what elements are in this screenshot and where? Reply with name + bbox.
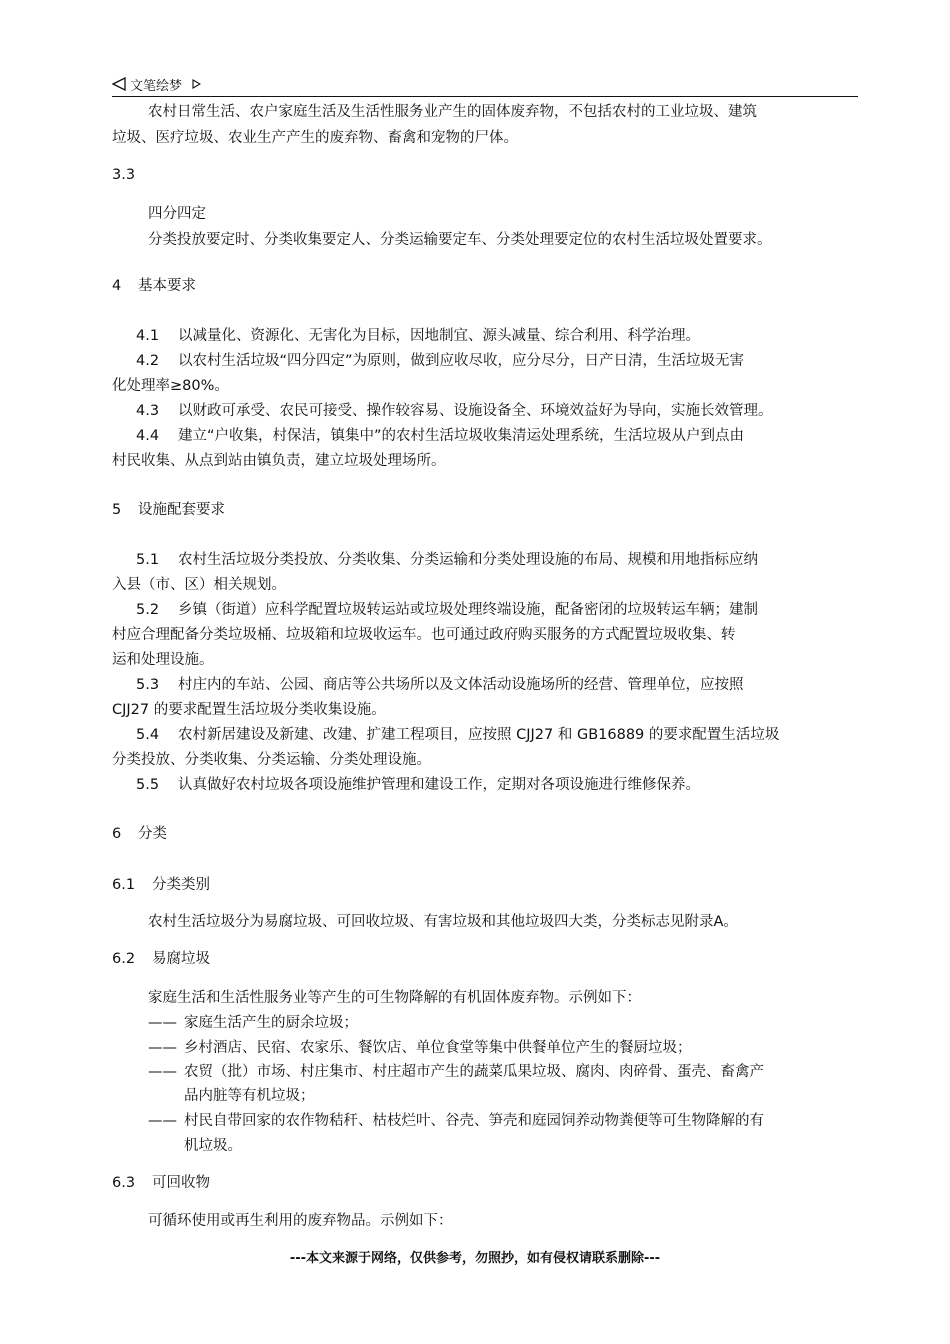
- section-heading-4: [112, 273, 196, 299]
- list-item: 4.4 建立“户收集，村保洁，镇集中”的农村生活垃圾收集清运处理系统，生活垃圾从户到点由: [136, 428, 745, 444]
- term-title: 四分四定: [148, 206, 206, 222]
- list-item: 5.5 认真做好农村垃圾各项设施维护管理和建设工作，定期对各项设施进行维修保养。: [136, 777, 700, 793]
- list-item-cont: CJJ27 的要求配置生活垃圾分类收集设施。: [112, 702, 386, 718]
- example-item: —— 村民自带回家的农作物秸秆、枯枝烂叶、谷壳、笋壳和庭园饲养动物粪便等可生物降解的有: [148, 1113, 764, 1129]
- section-number: 5: [112, 502, 122, 518]
- section-title: 分类: [138, 826, 167, 842]
- term-number: 3.3: [112, 167, 136, 183]
- list-item-cont: 分类投放、分类收集、分类运输、分类处理设施。: [112, 752, 431, 768]
- footer-disclaimer: ---本文来源于网络，仅供参考，勿照抄，如有侵权请联系删除---: [289, 1251, 661, 1266]
- list-item-cont: 村应合理配备分类垃圾桶、垃圾箱和垃圾收运车。也可通过政府购买服务的方式配置垃圾收集、转: [112, 627, 736, 643]
- section-title: 设施配套要求: [138, 502, 225, 518]
- list-item-cont: 村民收集、从点到站由镇负责，建立垃圾处理场所。: [112, 453, 446, 469]
- paragraph-line: 垃圾、医疗垃圾、农业生产产生的废弃物、畜禽和宠物的尸体。: [112, 130, 518, 146]
- page-header: [112, 74, 858, 97]
- list-item: 5.3 村庄内的车站、公园、商店等公共场所以及文体活动设施场所的经营、管理单位，应按照: [136, 677, 744, 693]
- triangle-right-icon: [192, 79, 201, 89]
- list-item: 5.4 农村新居建设及新建、改建、扩建工程项目，应按照 CJJ27 和 GB16889 的要求配置生活垃圾: [136, 727, 780, 743]
- section-heading-5: [112, 497, 225, 523]
- paragraph-line: 可循环使用或再生利用的废弃物品。示例如下：: [148, 1213, 453, 1229]
- list-item-cont: 运和处理设施。: [112, 652, 214, 668]
- list-item-cont: 入县（市、区）相关规划。: [112, 577, 286, 593]
- subsection-heading: 6.2 易腐垃圾: [112, 951, 210, 967]
- example-item-cont: 机垃圾。: [184, 1138, 242, 1154]
- list-item: 5.2 乡镇（街道）应科学配置垃圾转运站或垃圾处理终端设施，配备密闭的垃圾转运车辆；建制: [136, 602, 758, 618]
- section-number: 6: [112, 826, 122, 842]
- paragraph-line: 农村日常生活、农户家庭生活及生活性服务业产生的固体废弃物，不包括农村的工业垃圾、建筑: [148, 104, 757, 120]
- section-heading-6: [112, 821, 167, 847]
- example-item: —— 乡村酒店、民宿、农家乐、餐饮店、单位食堂等集中供餐单位产生的餐厨垃圾；: [148, 1040, 692, 1056]
- example-item-cont: 品内脏等有机垃圾；: [184, 1088, 315, 1104]
- example-item: —— 家庭生活产生的厨余垃圾；: [148, 1015, 358, 1031]
- subsection-heading: 6.1 分类类别: [112, 877, 210, 893]
- list-item: 4.3 以财政可承受、农民可接受、操作较容易、设施设备全、环境效益好为导向，实施长效管理。: [136, 403, 773, 419]
- list-item: 5.1 农村生活垃圾分类投放、分类收集、分类运输和分类处理设施的布局、规模和用地指标应纳: [136, 552, 758, 568]
- example-item: —— 农贸（批）市场、村庄集市、村庄超市产生的蔬菜瓜果垃圾、腐肉、肉碎骨、蛋壳、畜禽产: [148, 1064, 764, 1080]
- section-title: 基本要求: [138, 278, 196, 294]
- header-brand: 文笔绘梦: [130, 78, 183, 94]
- paragraph-line: 家庭生活和生活性服务业等产生的可生物降解的有机固体废弃物。示例如下：: [148, 990, 641, 1006]
- triangle-left-icon: [112, 77, 126, 91]
- term-definition: 分类投放要定时、分类收集要定人、分类运输要定车、分类处理要定位的农村生活垃圾处置要求。: [148, 232, 772, 248]
- list-item-cont: 化处理率≥80%。: [112, 378, 229, 394]
- section-number: 4: [112, 278, 122, 294]
- paragraph-line: 农村生活垃圾分为易腐垃圾、可回收垃圾、有害垃圾和其他垃圾四大类，分类标志见附录A。: [148, 914, 738, 930]
- header-brand-group: [112, 74, 201, 94]
- list-item: 4.2 以农村生活垃圾“四分四定”为原则，做到应收尽收，应分尽分，日产日清，生活垃圾无害: [136, 353, 745, 369]
- subsection-heading: 6.3 可回收物: [112, 1175, 210, 1191]
- list-item: 4.1 以减量化、资源化、无害化为目标，因地制宜、源头减量、综合利用、科学治理。: [136, 328, 700, 344]
